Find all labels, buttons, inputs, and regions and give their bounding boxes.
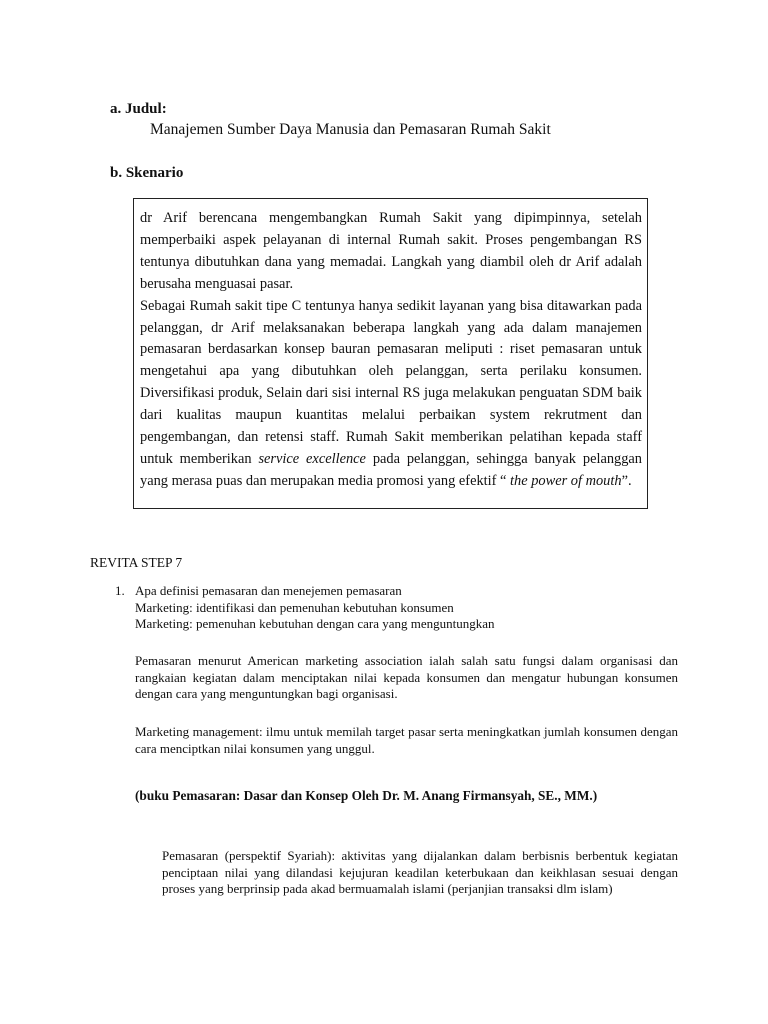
ama-definition-paragraph: Pemasaran menurut American marketing association ialah salah satu fungsi dalam organisasi dan rangkaian kegiatan dalam menciptakan nilai kepada konsumen dan mengatur hubungan konsumen dengan cara yang menguntungkan bagi organisasi. — [135, 653, 678, 702]
definition-line-1: Marketing: identifikasi dan pemenuhan kebutuhan konsumen — [135, 599, 454, 615]
skenario-box — [133, 198, 648, 509]
service-excellence-term: service excellence — [258, 450, 366, 467]
syariah-definition-paragraph: Pemasaran (perspektif Syariah): aktivitas yang dijalankan dalam berbisnis berbentuk kegiatan penciptaan nilai yang dilandasi kejujuran keadilan keterbukaan dan keikhlasan sesuai dengan proses yang berprinsip pada akad bermuamalah islami (perjanjian transaksi dlm islam) — [162, 848, 678, 897]
skenario-paragraph-2: Sebagai Rumah sakit tipe C tentunya hanya sedikit layanan yang bisa ditawarkan pada pelanggan, dr Arif melaksanakan beberapa langkah yang ada dalam manajemen pemasaran berdasarkan konsep bauran pemasaran meliputi : riset pemasaran untuk mengetahui apa yang dibutuhkan oleh pelanggan, serta perilaku konsumen. Diversifikasi produk, Selain dari sisi internal RS juga melakukan penguatan SDM baik dari kualitas maupun kuantitas melalui perbaikan system rekrutment dan pengembangan, dan retensi staff. Rumah Sakit memberikan pelatihan kepada staff untuk memberikan service excellence pada pelanggan, sehingga banyak pelanggan yang merasa puas dan merupakan media promosi yang efektif “ the power of mouth”. — [140, 297, 643, 489]
skenario-paragraph-1: dr Arif berencana mengembangkan Rumah Sakit yang dipimpinnya, setelah memperbaiki aspek pelayanan di internal Rumah sakit. Proses pengembangan RS tentunya dibutuhkan dana yang memadai. Langkah yang diambil oleh dr Arif adalah berusaha menguasai pasar. — [140, 210, 642, 292]
book-citation: (buku Pemasaran: Dasar dan Konsep Oleh Dr. M. Anang Firmansyah, SE., MM.) — [135, 788, 598, 803]
skenario-heading: b. Skenario — [110, 165, 184, 181]
step-heading: REVITA STEP 7 — [90, 555, 183, 570]
power-of-mouth-term: the power of mouth — [510, 472, 622, 489]
list-number: 1. — [115, 583, 125, 598]
marketing-management-paragraph: Marketing management: ilmu untuk memilah target pasar serta meningkatkan jumlah konsumen dengan cara menciptkan nilai konsumen yang unggul. — [135, 724, 678, 756]
definition-line-2: Marketing: pemenuhan kebutuhan dengan cara yang menguntungkan — [135, 616, 495, 632]
judul-text: Manajemen Sumber Daya Manusia dan Pemasaran Rumah Sakit — [150, 121, 551, 138]
question-line: Apa definisi pemasaran dan menejemen pemasaran — [135, 583, 402, 598]
question-block — [135, 583, 680, 633]
judul-heading: a. Judul: — [110, 101, 167, 117]
